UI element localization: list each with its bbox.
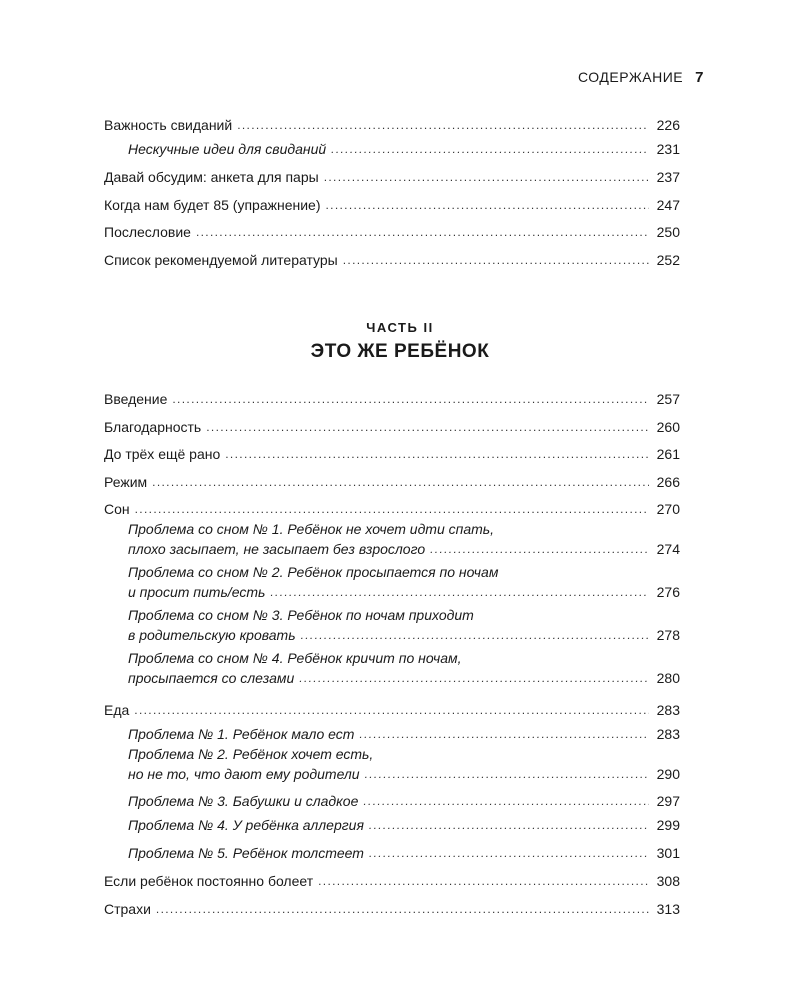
part-label: ЧАСТЬ II bbox=[366, 320, 434, 335]
toc-entry-page: 274 bbox=[656, 541, 680, 557]
toc-entry-page: 247 bbox=[656, 197, 680, 213]
toc-subentry[interactable] bbox=[104, 648, 680, 696]
toc-entry[interactable] bbox=[104, 381, 680, 409]
toc-subentry[interactable] bbox=[104, 811, 680, 835]
toc-entry-title-line2: и просит пить/есть bbox=[128, 584, 266, 600]
toc-subentry[interactable] bbox=[104, 720, 680, 744]
toc-entry-title: Послесловие bbox=[104, 224, 191, 240]
leader-dots bbox=[301, 625, 649, 645]
toc-entry[interactable] bbox=[104, 159, 680, 187]
toc-entry-page: 266 bbox=[656, 474, 680, 490]
toc-subentry[interactable] bbox=[104, 605, 680, 648]
toc-entry-title-line2: плохо засыпает, не засыпает без взрослого bbox=[128, 541, 426, 557]
toc-entry-page: 299 bbox=[656, 817, 680, 833]
toc-entry-page: 297 bbox=[656, 793, 680, 809]
toc-entry-page: 313 bbox=[656, 901, 680, 917]
toc-entry-title: Страхи bbox=[104, 901, 151, 917]
leader-dots bbox=[299, 668, 649, 688]
leader-dots bbox=[331, 139, 649, 159]
toc-entry-page: 290 bbox=[656, 766, 680, 782]
toc-entry[interactable] bbox=[104, 409, 680, 437]
toc-entry-title: Режим bbox=[104, 474, 148, 490]
leader-dots bbox=[359, 724, 649, 744]
toc-entry[interactable] bbox=[104, 187, 680, 215]
leader-dots bbox=[270, 582, 649, 602]
toc-entry-title: Еда bbox=[104, 702, 130, 718]
toc-entry-page: 226 bbox=[656, 117, 680, 133]
toc-entry-title: Введение bbox=[104, 391, 168, 407]
leader-dots bbox=[152, 472, 649, 492]
toc-entry[interactable] bbox=[104, 111, 680, 135]
toc-entry-title: Когда нам будет 85 (упражнение) bbox=[104, 197, 321, 213]
toc-subentry[interactable] bbox=[104, 835, 680, 863]
toc-entry-page: 270 bbox=[656, 501, 680, 517]
toc-entry-page: 278 bbox=[656, 627, 680, 643]
toc-entry-title: Сон bbox=[104, 501, 130, 517]
leader-dots bbox=[196, 222, 649, 242]
toc-entry[interactable] bbox=[104, 242, 680, 270]
toc-entry-title: Проблема № 5. Ребёнок толстеет bbox=[128, 845, 364, 861]
leader-dots bbox=[343, 250, 649, 270]
toc-subentry[interactable] bbox=[104, 519, 680, 562]
toc-entry-title-line2: но не то, что дают ему родители bbox=[128, 766, 360, 782]
toc-entry[interactable] bbox=[104, 464, 680, 492]
toc-entry-title: Проблема № 3. Бабушки и сладкое bbox=[128, 793, 359, 809]
toc-entry-page: 283 bbox=[656, 702, 680, 718]
toc-entry-page: 283 bbox=[656, 726, 680, 742]
toc-entry-title-line1: Проблема со сном № 1. Ребёнок не хочет идти спать, bbox=[128, 521, 495, 537]
leader-dots bbox=[326, 195, 650, 215]
toc-top-section bbox=[104, 111, 680, 270]
toc-subentry[interactable] bbox=[104, 744, 680, 787]
leader-dots bbox=[134, 700, 649, 720]
toc-subentry[interactable] bbox=[104, 562, 680, 605]
toc-entry-title: До трёх ещё рано bbox=[104, 446, 221, 462]
toc-entry-page: 252 bbox=[656, 252, 680, 268]
toc-entry-page: 261 bbox=[656, 446, 680, 462]
leader-dots bbox=[324, 167, 649, 187]
toc-entry-page: 237 bbox=[656, 169, 680, 185]
toc-part-section bbox=[104, 381, 680, 919]
toc-entry-title: Благодарность bbox=[104, 419, 202, 435]
toc-entry-title-line2: просыпается со слезами bbox=[128, 670, 295, 686]
toc-entry-page: 308 bbox=[656, 873, 680, 889]
leader-dots bbox=[430, 539, 649, 559]
toc-entry-page: 276 bbox=[656, 584, 680, 600]
toc-entry[interactable] bbox=[104, 696, 680, 720]
running-header bbox=[578, 69, 704, 86]
leader-dots bbox=[363, 791, 649, 811]
section-title: СОДЕРЖАНИЕ bbox=[577, 69, 684, 85]
leader-dots bbox=[369, 843, 649, 863]
toc-entry-title: Нескучные идеи для свиданий bbox=[128, 141, 327, 157]
toc-entry-page: 257 bbox=[656, 391, 680, 407]
leader-dots bbox=[156, 899, 649, 919]
toc-subentry[interactable] bbox=[104, 135, 680, 159]
toc-entry-title: Проблема № 4. У ребёнка аллергия bbox=[128, 817, 364, 833]
toc-entry-title-line2: в родительскую кровать bbox=[128, 627, 296, 643]
toc-entry-title: Важность свиданий bbox=[104, 117, 233, 133]
toc-entry-page: 280 bbox=[656, 670, 680, 686]
leader-dots bbox=[135, 499, 649, 519]
leader-dots bbox=[172, 389, 649, 409]
toc-entry-title-line1: Проблема со сном № 3. Ребёнок по ночам приходит bbox=[128, 607, 474, 623]
toc-entry-title: Если ребёнок постоянно болеет bbox=[104, 873, 314, 889]
toc-entry-page: 260 bbox=[656, 419, 680, 435]
leader-dots bbox=[369, 815, 649, 835]
leader-dots bbox=[318, 871, 649, 891]
leader-dots bbox=[225, 444, 649, 464]
toc-entry-page: 301 bbox=[656, 845, 680, 861]
toc-entry-title-line1: Проблема со сном № 4. Ребёнок кричит по ночам, bbox=[128, 650, 462, 666]
toc-entry[interactable] bbox=[104, 863, 680, 891]
toc-entry[interactable] bbox=[104, 215, 680, 242]
toc-entry[interactable] bbox=[104, 891, 680, 919]
toc-entry-page: 250 bbox=[656, 224, 680, 240]
toc-entry-title-line1: Проблема со сном № 2. Ребёнок просыпается по ночам bbox=[128, 564, 499, 580]
leader-dots bbox=[365, 764, 649, 784]
toc-entry-page: 231 bbox=[656, 141, 680, 157]
toc-entry-title: Давай обсудим: анкета для пары bbox=[104, 169, 319, 185]
toc-entry[interactable] bbox=[104, 437, 680, 464]
toc-entry-title: Список рекомендуемой литературы bbox=[104, 252, 338, 268]
toc-entry[interactable] bbox=[104, 492, 680, 519]
toc-entry-title: Проблема № 1. Ребёнок мало ест bbox=[128, 726, 355, 742]
leader-dots bbox=[237, 115, 649, 135]
leader-dots bbox=[206, 417, 649, 437]
part-title: ЭТО ЖЕ РЕБЁНОК bbox=[310, 341, 490, 362]
toc-entry-title-line1: Проблема № 2. Ребёнок хочет есть, bbox=[128, 746, 374, 762]
page-number: 7 bbox=[695, 69, 704, 86]
toc-subentry[interactable] bbox=[104, 787, 680, 811]
